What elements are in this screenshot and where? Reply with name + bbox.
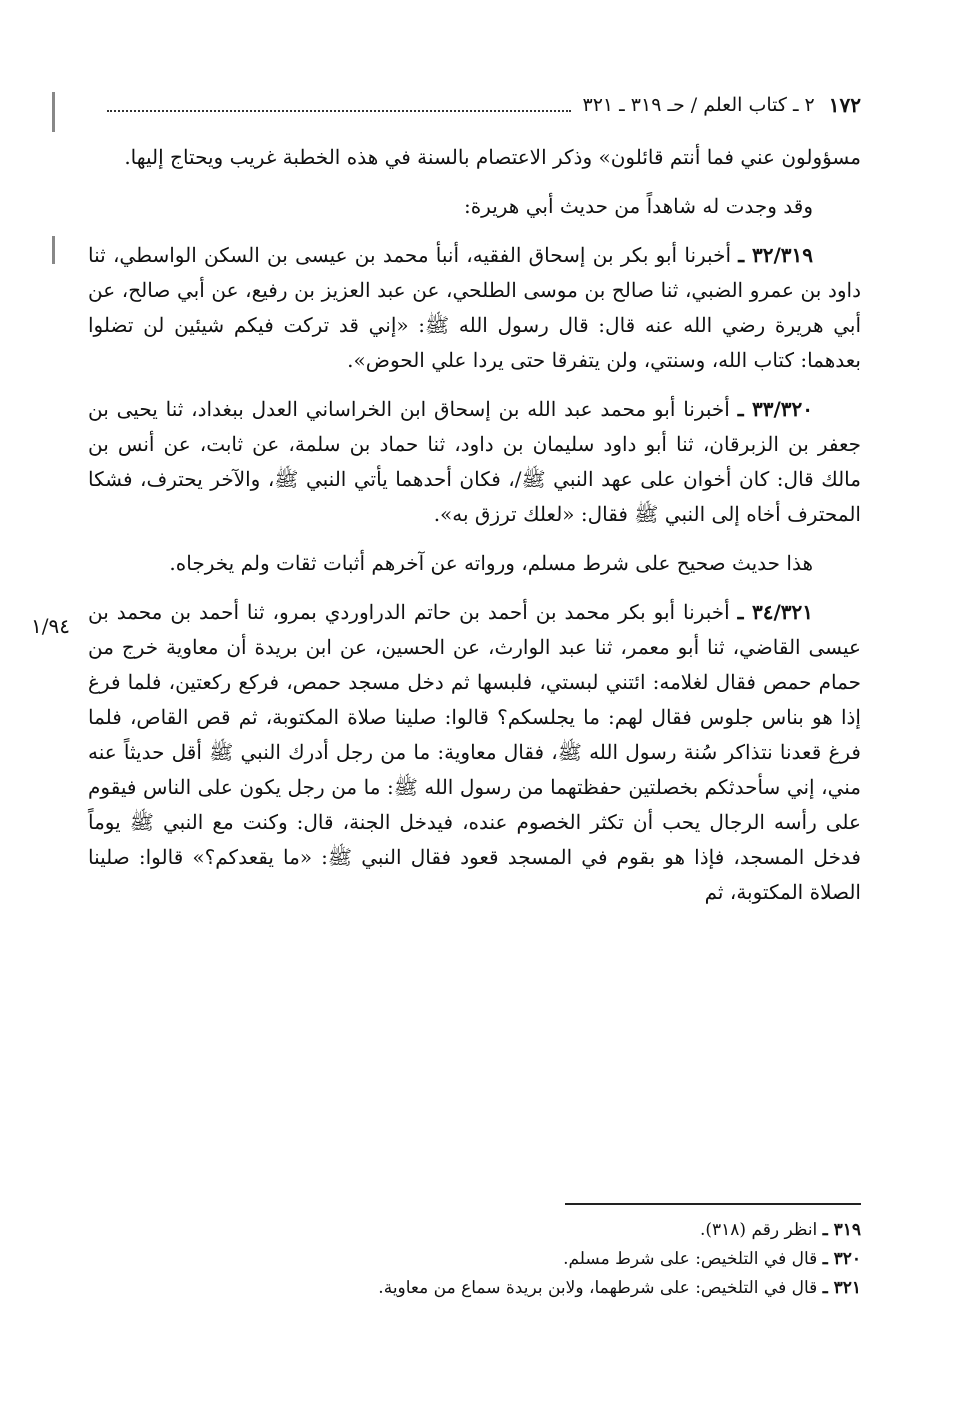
hadith-paragraph bbox=[88, 392, 861, 532]
hadith-number: ٣٤/٣٢١ ـ bbox=[737, 600, 813, 624]
hadith-text: أخبرنا أبو محمد عبد الله بن إسحاق ابن الخراساني العدل ببغداد، ثنا يحيى بن جعفر بن الزبرقان، ثنا أبو داود سليمان بن داود، ثنا حماد بن سلمة، عن ثابت، عن أنس بن مالك قال: كان أخوان على عهد النبي ﷺ/، فكان أحدهما يأتي النبي ﷺ، والآخر يحترف، فشكا المحترف أخاه إلى النبي ﷺ فقال: «لعلك ترزق به». bbox=[88, 397, 861, 526]
hadith-text: أخبرنا أبو بكر محمد بن أحمد بن حاتم الدراوردي بمرو، ثنا أحمد بن محمد بن عيسى القاضي، ثنا أبو معمر، ثنا عبد الوارث، عن الحسين، عن ابن بريدة أن معاوية خرج من حمام حمص فقال لغلامه: ائتني لبستي، فلبسها ثم دخل مسجد حمص، فركع ركعتين، فلما فرغ إذا هو بناس جلوس فقال لهم: ما يجلسكم؟ قالوا: صلينا صلاة المكتوبة، ثم قص القاص، فلما فرغ قعدنا نتذاكر سُنة رسول الله ﷺ، فقال معاوية: ما من رجل أدرك النبي ﷺ أقل حديثاً عنه مني، إني سأحدثكم بخصلتين حفظتهما من رسول الله ﷺ: ما من رجل يكون على الناس فيقوم على رأسه الرجال يحب أن تكثر الخصوم عنده، فيدخل الجنة، قال: وكنت مع النبي ﷺ يوماً فدخل المسجد، فإذا هو بقوم في المسجد قعود فقال النبي ﷺ: «ما يقعدكم؟» قالوا: صلينا الصلاة المكتوبة، ثم bbox=[88, 600, 861, 904]
paragraph bbox=[88, 189, 861, 224]
hadith-paragraph bbox=[88, 238, 861, 378]
scan-edge-mark bbox=[52, 236, 55, 264]
footnote bbox=[88, 1245, 861, 1274]
footnote-number: ٣١٩ ـ bbox=[822, 1220, 861, 1240]
footnote-number: ٣٢١ ـ bbox=[822, 1278, 861, 1298]
header-dotted-leader bbox=[107, 98, 571, 112]
footnotes bbox=[88, 1216, 861, 1303]
footnote-text: قال في التلخيص: على شرطهما، ولابن بريدة سماع من معاوية. bbox=[378, 1278, 818, 1298]
footnote-separator bbox=[565, 1203, 861, 1205]
running-title: ٢ ـ كتاب العلم / حـ ٣١٩ ـ ٣٢١ bbox=[582, 94, 815, 116]
grading-paragraph bbox=[88, 546, 861, 581]
running-header bbox=[95, 88, 861, 122]
paragraph-text: وقد وجدت له شاهداً من حديث أبي هريرة: bbox=[463, 194, 813, 218]
scan-edge-mark bbox=[52, 92, 55, 132]
page-number: ١٧٢ bbox=[828, 93, 861, 117]
paragraph-text: هذا حديث صحيح على شرط مسلم، ورواته عن آخرهم أثبات ثقات ولم يخرجاه. bbox=[169, 551, 813, 575]
footnote-text: انظر رقم (٣١٨). bbox=[699, 1220, 818, 1240]
hadith-paragraph bbox=[88, 595, 861, 910]
footnote-number: ٣٢٠ ـ bbox=[822, 1249, 861, 1269]
hadith-text: أخبرنا أبو بكر بن إسحاق الفقيه، أنبأ محمد بن عيسى بن السكن الواسطي، ثنا داود بن عمرو الضبي، ثنا صالح بن موسى الطلحي، عن عبد العزيز بن رفيع، عن أبي صالح، عن أبي هريرة رضي الله عنه قال: قال رسول الله ﷺ: «إني قد تركت فيكم شيئين لن تضلوا بعدهما: كتاب الله، وسنتي، ولن يتفرقا حتى يردا علي الحوض». bbox=[88, 243, 861, 372]
main-text bbox=[88, 140, 861, 924]
paragraph-text: مسؤولون عني فما أنتم قائلون» وذكر الاعتصام بالسنة في هذه الخطبة غريب ويحتاج إليها. bbox=[124, 145, 861, 169]
hadith-number: ٣٣/٣٢٠ ـ bbox=[737, 397, 813, 421]
footnote bbox=[88, 1274, 861, 1303]
paragraph bbox=[88, 140, 861, 175]
hadith-number: ٣٢/٣١٩ ـ bbox=[738, 243, 814, 267]
footnote bbox=[88, 1216, 861, 1245]
footnote-text: قال في التلخيص: على شرط مسلم. bbox=[563, 1249, 818, 1269]
margin-page-reference: ١/٩٤ bbox=[31, 614, 70, 638]
